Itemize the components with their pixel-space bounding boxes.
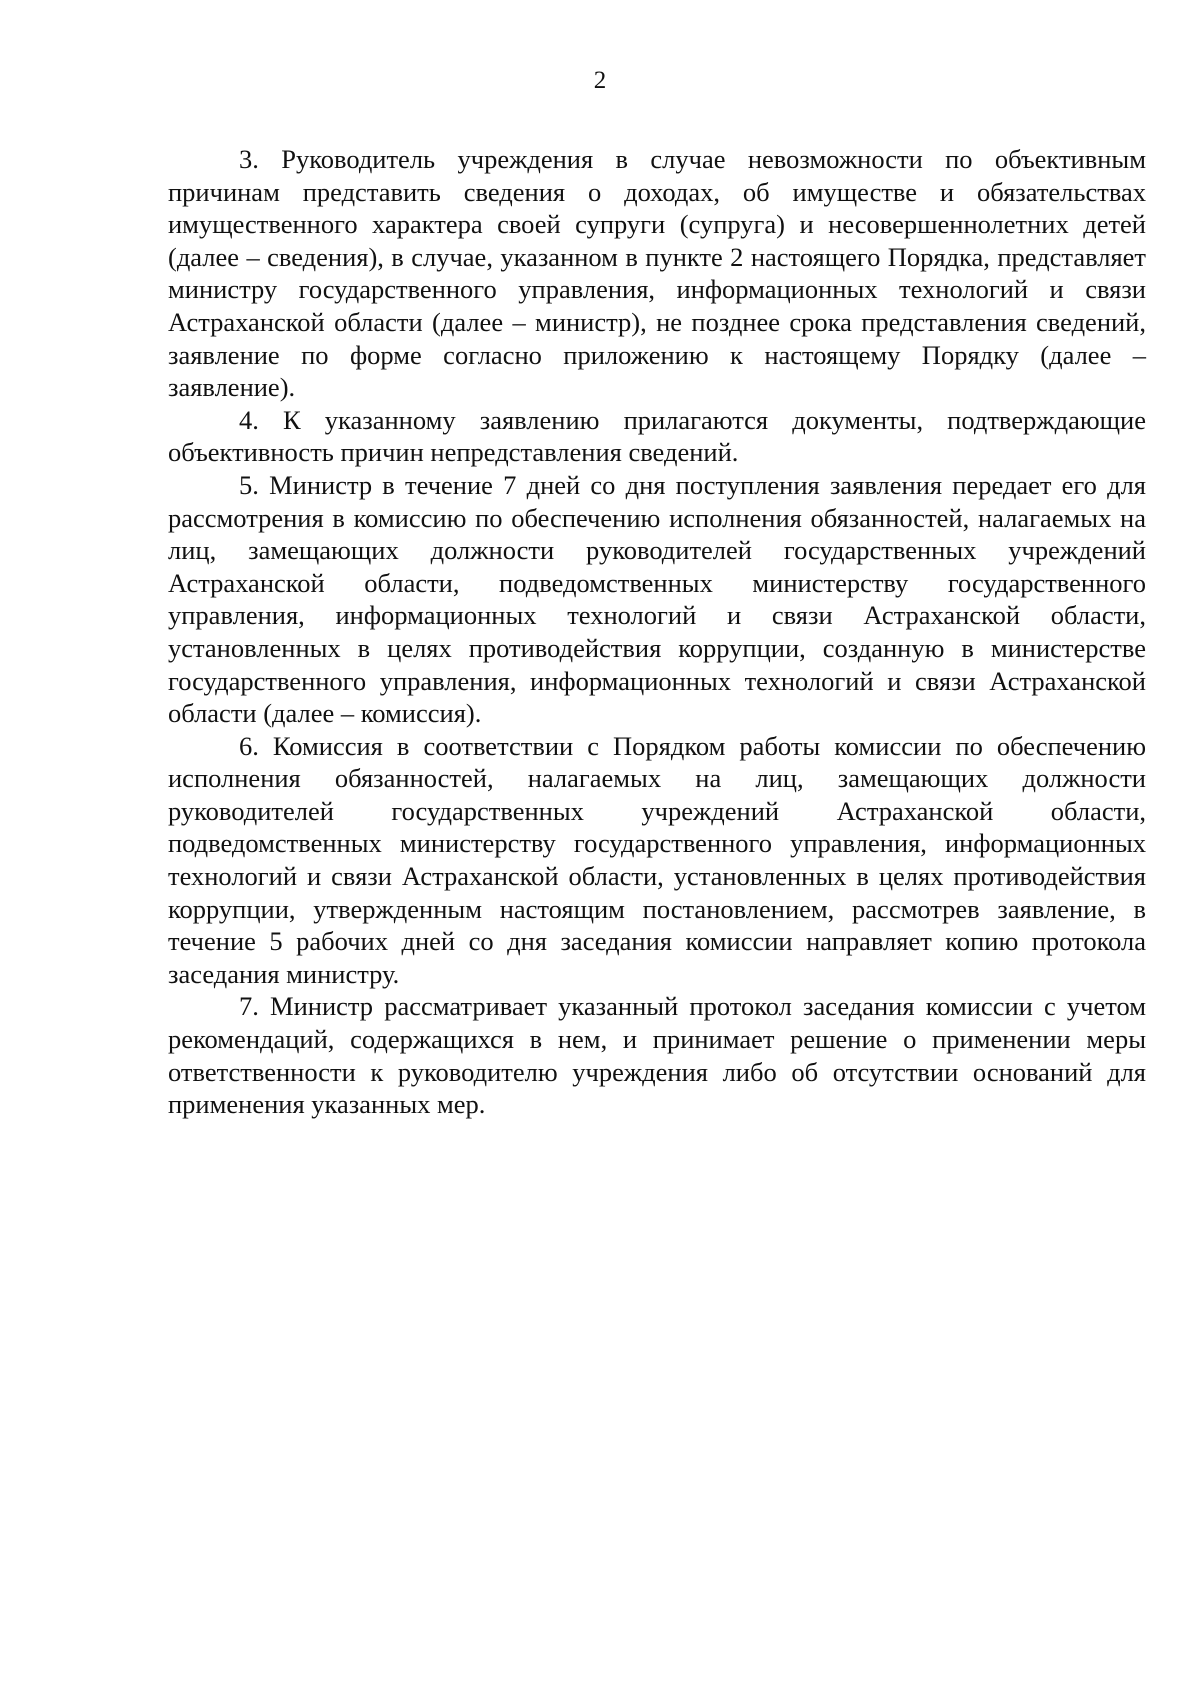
paragraph-5: 5. Министр в течение 7 дней со дня поступления заявления передает его для рассмотрения в комиссию по обеспечению исполнения обязанностей, налагаемых на лиц, замещающих должности руководителей государственных учреждений Астраханской области, подведомственных министерству государственного управления, информационных технологий и связи Астраханской области, установленных в целях противодействия коррупции, созданную в министерстве государственного управления, информационных технологий и связи Астраханской области (далее – комиссия). <box>168 469 1146 729</box>
paragraph-4: 4. К указанному заявлению прилагаются документы, подтверждающие объективность причин непредставления сведений. <box>168 404 1146 468</box>
paragraph-3: 3. Руководитель учреждения в случае невозможности по объективным причинам представить сведения о доходах, об имуществе и обязательствах имущественного характера своей супруги (супруга) и несовершеннолетних детей (далее – сведения), в случае, указанном в пункте 2 настоящего Порядка, представляет министру государственного управления, информационных технологий и связи Астраханской области (далее – министр), не позднее срока представления сведений, заявление по форме согласно приложению к настоящему Порядку (далее – заявление). <box>168 144 1146 403</box>
document-body <box>168 143 1146 1121</box>
paragraph-6: 6. Комиссия в соответствии с Порядком работы комиссии по обеспечению исполнения обязанностей, налагаемых на лиц, замещающих должности руководителей государственных учреждений Астраханской области, подведомственных министерству государственного управления, информационных технологий и связи Астраханской области, установленных в целях противодействия коррупции, утвержденным настоящим постановлением, рассмотрев заявление, в течение 5 рабочих дней со дня заседания комиссии направляет копию протокола заседания министру. <box>168 730 1146 989</box>
paragraph-7: 7. Министр рассматривает указанный протокол заседания комиссии с учетом рекомендаций, содержащихся в нем, и принимает решение о применении меры ответственности к руководителю учреждения либо об отсутствии оснований для применения указанных мер. <box>168 991 1146 1120</box>
page-number: 2 <box>593 67 607 94</box>
